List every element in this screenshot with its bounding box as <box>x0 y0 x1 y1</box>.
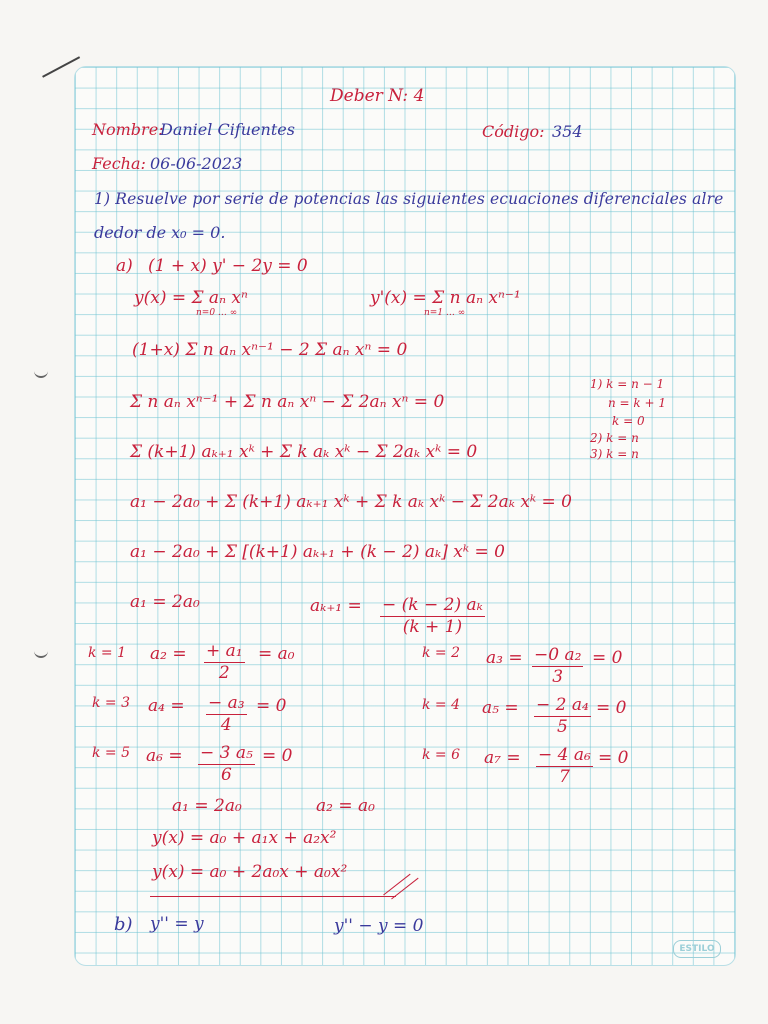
k-denominator: 4 <box>220 714 232 735</box>
k-lhs: a₃ = <box>486 648 523 668</box>
k-label: k = 2 <box>422 645 461 661</box>
part-a-label: a) <box>116 256 133 276</box>
k-lhs: a₇ = <box>484 748 521 768</box>
k-numerator: − 2 a₄ <box>536 695 589 715</box>
solution-general: y(x) = a₀ + a₁x + a₂x² <box>152 828 337 848</box>
series-y-prime: y'(x) = Σ n aₙ xⁿ⁻¹ <box>370 288 521 308</box>
recurrence-denominator: (k + 1) <box>402 616 463 637</box>
k-rhs: = 0 <box>598 748 629 768</box>
series-y-limits: n=0 … ∞ <box>196 308 238 318</box>
step-4: a₁ − 2a₀ + Σ (k+1) aₖ₊₁ xᵏ + Σ k aₖ xᵏ − Σ 2aₖ xᵏ = 0 <box>130 492 572 512</box>
k-rhs: = 0 <box>596 698 627 718</box>
fecha-label: Fecha: <box>92 154 146 173</box>
k-fraction <box>206 694 247 734</box>
k-denominator: 7 <box>559 766 570 787</box>
index-note-5: 3) k = n <box>590 447 639 461</box>
recurrence-fraction <box>380 596 485 636</box>
k-rhs: = 0 <box>592 648 623 668</box>
step-3: Σ (k+1) aₖ₊₁ xᵏ + Σ k aₖ xᵏ − Σ 2aₖ xᵏ = 0 <box>130 442 478 462</box>
part-a-equation: (1 + x) y' − 2y = 0 <box>148 256 308 276</box>
k-lhs: a₂ = <box>150 644 187 664</box>
nombre-value: Daniel Cifuentes <box>160 120 295 139</box>
index-note-3: k = 0 <box>612 414 645 428</box>
k-rhs: = 0 <box>256 696 287 716</box>
summary-a2: a₂ = a₀ <box>316 796 375 816</box>
fecha-value: 06-06-2023 <box>150 154 243 173</box>
solution-final: y(x) = a₀ + 2a₀x + a₀x² <box>152 862 348 882</box>
k-fraction <box>204 642 245 682</box>
k-lhs: a₄ = <box>148 696 185 716</box>
binder-hole-top <box>34 370 48 378</box>
k-numerator: + a₁ <box>206 641 243 661</box>
index-note-1: 1) k = n − 1 <box>590 377 665 391</box>
k-label: k = 6 <box>422 747 461 763</box>
index-note-4: 2) k = n <box>590 431 639 445</box>
k-rhs: = a₀ <box>258 644 295 664</box>
part-b-equation-2: y'' − y = 0 <box>334 916 424 936</box>
part-b-label: b) <box>114 914 133 935</box>
step-1: (1+x) Σ n aₙ xⁿ⁻¹ − 2 Σ aₙ xⁿ = 0 <box>132 340 408 360</box>
page-title: Deber N: 4 <box>330 86 425 106</box>
k-lhs: a₆ = <box>146 746 183 766</box>
codigo-value: 354 <box>552 122 583 141</box>
series-y: y(x) = Σ aₙ xⁿ <box>134 288 248 308</box>
series-y-prime-limits: n=1 … ∞ <box>424 308 466 318</box>
step-2: Σ n aₙ xⁿ⁻¹ + Σ n aₙ xⁿ − Σ 2aₙ xⁿ = 0 <box>130 392 445 412</box>
k-fraction <box>198 744 255 784</box>
recurrence-numerator: − (k − 2) aₖ <box>382 595 483 615</box>
codigo-label: Código: <box>482 122 545 141</box>
nombre-label: Nombre: <box>92 120 164 139</box>
step-5: a₁ − 2a₀ + Σ [(k+1) aₖ₊₁ + (k − 2) aₖ] xᵏ = 0 <box>130 542 505 562</box>
solution-underline <box>150 896 396 897</box>
k-numerator: − a₃ <box>208 693 245 713</box>
k-numerator: − 4 a₆ <box>538 745 591 765</box>
k-rhs: = 0 <box>262 746 293 766</box>
k-label: k = 4 <box>422 697 461 713</box>
k-denominator: 3 <box>552 666 564 687</box>
k-fraction <box>536 746 593 786</box>
binder-hole-bottom <box>34 650 48 658</box>
k-label: k = 5 <box>92 745 131 761</box>
k-denominator: 2 <box>218 662 230 683</box>
part-b-equation-1: y'' = y <box>150 914 204 934</box>
k-denominator: 6 <box>221 764 232 785</box>
k-label: k = 1 <box>88 645 127 661</box>
a1-result: a₁ = 2a₀ <box>130 592 200 612</box>
brand-stamp: ESTILO <box>673 940 721 958</box>
k-denominator: 5 <box>557 716 568 737</box>
k-numerator: −0 a₂ <box>534 645 582 665</box>
recurrence-lhs: aₖ₊₁ = <box>310 596 362 616</box>
k-lhs: a₅ = <box>482 698 519 718</box>
problem-statement-line1: 1) Resuelve por serie de potencias las siguientes ecuaciones diferenciales alre <box>94 190 724 208</box>
summary-a1: a₁ = 2a₀ <box>172 796 242 816</box>
k-fraction <box>532 646 583 686</box>
k-label: k = 3 <box>92 695 131 711</box>
k-fraction <box>534 696 591 736</box>
problem-statement-line2: dedor de x₀ = 0. <box>94 223 226 242</box>
k-numerator: − 3 a₅ <box>200 743 253 763</box>
index-note-2: n = k + 1 <box>608 396 667 410</box>
